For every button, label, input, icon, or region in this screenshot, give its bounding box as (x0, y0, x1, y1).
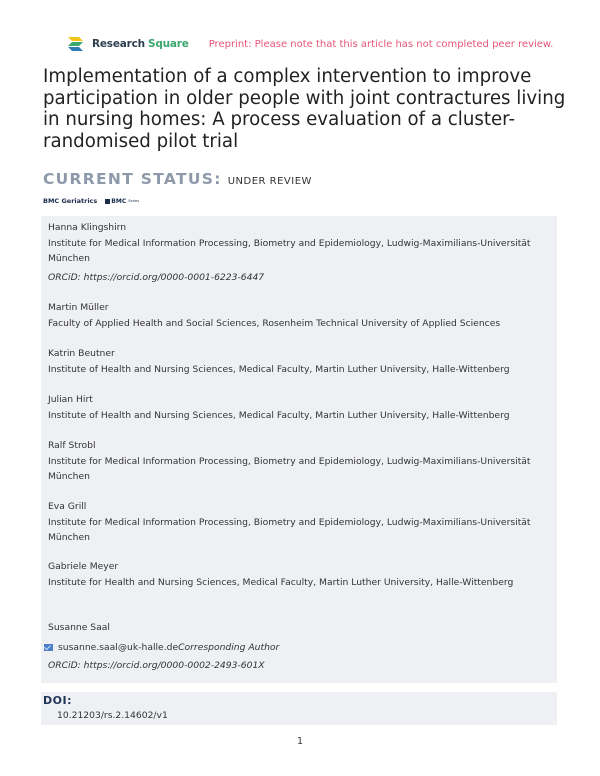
bmc-series-sub: Series (128, 199, 140, 203)
status-label: CURRENT STATUS: (43, 170, 222, 188)
author-name: Julian Hirt (48, 394, 93, 405)
author-affiliation: Institute for Medical Information Processing, Biometry and Epidemiology, Ludwig-Maximilians-Universität München (48, 455, 531, 482)
doi-section (41, 692, 557, 725)
journal-info (43, 197, 139, 205)
author-affiliation: Institute for Medical Information Processing, Biometry and Epidemiology, Ludwig-Maximilians-Universität München (48, 237, 531, 264)
author-name: Eva Grill (48, 501, 87, 512)
author-orcid-link[interactable]: ORCiD: https://orcid.org/0000-0001-6223-6447 (48, 271, 265, 283)
journal-name: BMC Geriatrics (43, 197, 98, 205)
doi-link[interactable]: 10.21203/rs.2.14602/v1 (57, 710, 168, 721)
logo-word-square: Square (147, 38, 189, 50)
status-value: UNDER REVIEW (227, 176, 312, 187)
bmc-logo-icon (105, 199, 110, 204)
author-email-link[interactable]: susanne.saal@uk-halle.de (58, 642, 179, 653)
author-entry (48, 559, 553, 590)
author-name: Martin Müller (48, 302, 109, 313)
author-list (41, 216, 557, 683)
logo-word-research: Research (92, 38, 145, 50)
author-name: Hanna Klingshirn (48, 222, 127, 233)
author-name: Ralf Strobl (48, 440, 96, 451)
author-orcid-link[interactable]: ORCiD: https://orcid.org/0000-0002-2493-601X (48, 660, 265, 671)
page-number: 1 (296, 736, 304, 747)
author-name: Gabriele Meyer (48, 561, 119, 572)
author-entry (48, 220, 553, 285)
bmc-series-text: BMC (111, 197, 127, 205)
author-name: Susanne Saal (48, 622, 110, 633)
paper-title: Implementation of a complex intervention to improve participation in older people with joint contractures living in nursing homes: A process evaluation of a cluster-randomised pilot trial (43, 66, 566, 152)
preprint-notice: Preprint: Please note that this article has not completed peer review. (208, 38, 554, 50)
mail-icon (44, 644, 53, 651)
author-affiliation: Institute for Health and Nursing Sciences, Medical Faculty, Martin Luther University, Halle-Wittenberg (48, 576, 514, 588)
author-entry (48, 499, 553, 546)
header (66, 33, 554, 55)
author-affiliation: Institute of Health and Nursing Sciences, Medical Faculty, Martin Luther University, Halle-Wittenberg (48, 363, 510, 375)
research-square-logo[interactable] (66, 36, 189, 52)
current-status (43, 170, 312, 188)
research-square-logo-icon (66, 36, 88, 52)
author-affiliation: Institute of Health and Nursing Sciences, Medical Faculty, Martin Luther University, Halle-Wittenberg (48, 409, 510, 421)
author-affiliation: Faculty of Applied Health and Social Sciences, Rosenheim Technical University of Applied Sciences (48, 317, 501, 329)
bmc-series-logo (105, 198, 139, 205)
doi-label: DOI: (43, 694, 72, 707)
author-name: Katrin Beutner (48, 348, 115, 359)
corresponding-author-label: Corresponding Author (178, 642, 280, 653)
author-entry (48, 346, 553, 377)
author-entry (48, 438, 553, 485)
author-email-row (44, 640, 279, 656)
author-entry (48, 620, 553, 671)
author-entry (48, 300, 553, 331)
author-entry (48, 392, 553, 423)
author-affiliation: Institute for Medical Information Processing, Biometry and Epidemiology, Ludwig-Maximilians-Universität München (48, 516, 531, 543)
